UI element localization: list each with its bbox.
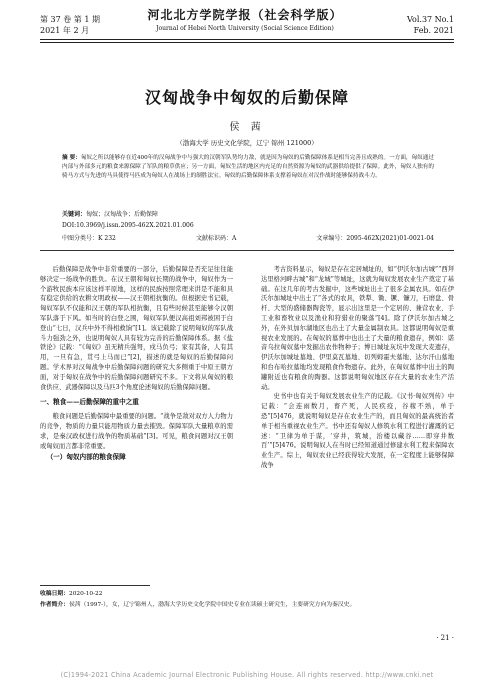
clc-label: 中图分类号： (62, 235, 99, 242)
volume-label-en: Vol.37 No.1 (407, 15, 454, 24)
received-value: 2020-10-22 (69, 591, 103, 597)
doc-code-label: 文献标识码： (195, 235, 232, 242)
volume-label: 第 37 卷 第 1 期 (40, 15, 100, 24)
header-rule-thick (40, 39, 454, 40)
page-number: · 21 · (436, 634, 454, 642)
issue-date-en: Feb. 2021 (413, 26, 454, 35)
body-paragraph: 后勤保障是战争中非常重要的一部分，后勤保障是否充足往往能够决定一场战争的胜负。在汉王朝和匈奴长期的战争中，匈奴作为一个游牧民族本应该这样平原地，这样的民族按照常理来讲是不能和具有稳定供给的农耕文明政权——汉王朝相抗衡的。但根据史书记载，匈奴军队不仅能和汉王朝的军队相抗衡，且有些时候甚至能够令汉朝军队落于下风。如当时的白登之围，匈奴军队便汉高祖刘邦被困于白登山“七日，汉兵中外不得相救饷”[1]。该记载除了说明匈奴的军队战斗力强劲之外，也说明匈奴人具有较为完善的后勤保障体系。据《盐铁论》记载：“《匈奴》虽无精兵强弩，戍马负弓；家有其备，人有其用，一旦有急，贯弓上马而已”[2]，描述的就是匈奴的后勤保障问题。学术界对汉匈战争中后勤保障问题的研究大多侧重于中原王朝方面，对于匈奴在战争中的后勤保障问题研究不多。下文将从匈奴的粮食供应、武器保障以及马匹3个角度论述匈奴的后勤保障问题。 (40, 266, 233, 391)
doi: DOI:10.3969/j.issn.2095-462X.2021.01.006 (62, 222, 194, 229)
abstract (62, 154, 434, 181)
journal-name-en: Journal of Hebei North University (Social Science Edition) (156, 25, 334, 32)
doc-code-field (196, 233, 236, 242)
article-title: 汉匈战争中匈奴的后勤保障 (144, 88, 349, 107)
clc-field (62, 233, 116, 242)
section-divider (40, 250, 454, 251)
received-date (40, 590, 454, 599)
header-rule-thin (40, 42, 454, 43)
journal-logo: 河北北方学院学报（社会科学版） (147, 8, 343, 22)
keywords-text: 匈奴；汉匈战争；后勤保障 (86, 211, 159, 218)
abstract-text: 匈奴之所以能够存在近400年的汉匈战争中与强大的汉朝军队势均力敌，就是因为匈奴的后勤保障体系是相当完善且成熟的。一方面，匈奴通过内部与外部多元的粮食来源保障了军队的粮草供应；另一方面，匈奴生活的地区内充足的自然资源为匈奴的武器供给提供了保障。此外，匈奴人独有的骑马方式与先进的马具使得马匹成为匈奴人在战场上的制胜法宝。匈奴的后勤保障体系支撑着匈奴在对汉作战时能够保持战斗力。 (62, 155, 434, 179)
author-name: 侯 茜 (229, 122, 265, 133)
received-label: 收稿日期： (40, 591, 69, 597)
body-column-left (40, 265, 233, 465)
abstract-label: 摘 要： (62, 155, 81, 161)
subsection-heading: （一）匈奴内部的粮食保障 (46, 453, 126, 462)
body-paragraph: 史书中也有关于匈奴发展农业生产的记载。《汉书·匈奴列传》中记载：“会连雨数月，畜产死，人民疾疫，谷稼不熟，单于恐”[5]476，就说明匈奴是存在农业生产的，而且匈奴的最高统治者单于相当重视农业生产。书中还有匈奴人修筑水利工程进行灌溉的记述：“卫律为单于谋，‘穿井，筑城，治楼以藏谷……即穿井数百’”[5]476。说明匈奴人在当时已经知道通过修建水利工程来保障农业生产。综上，匈奴农业已经获得较大发展，在一定程度上能够保障战争 (261, 393, 454, 469)
author-bio (40, 601, 454, 610)
author-affiliation: （渤海大学 历史文化学院，辽宁 锦州 121000） (176, 139, 318, 147)
section-heading: 一、粮食——后勤保障的重中之重 (40, 398, 139, 407)
copyright-watermark: (C)1994-2021 China Academic Journal Electronic Publishing House. All rights reserved. http://www.cnki.net (60, 671, 434, 679)
body-column-right (261, 265, 454, 471)
article-number-label: 文章编号： (316, 235, 347, 242)
issue-date-cn: 2021 年 2 月 (40, 26, 90, 35)
journal-issue-info-en (407, 14, 454, 36)
keywords-label: 关键词： (62, 211, 87, 218)
keywords (62, 210, 158, 219)
journal-masthead (120, 6, 370, 32)
clc-value: K 232 (98, 235, 116, 242)
body-paragraph: 考古资料显示，匈奴是存在定居城址的，如“伊沃尔加古城”“西拜达里格河畔古城”和“龙城”等城址，这就为匈奴发展农业生产奠定了基础。在这几年的考古发掘中，这些城址出土了很多金属农具。如在伊沃尔加城址中出土了“各式的农具，铁犁、锄、镢、镰刀，石磨盘、骨杆、大型的盛储器陶瓷等，显示出这里是一个定居的、兼营农业、手工业和畜牧业以及渔业和狩猎业的聚落”[4]。除了伊沃尔加古城之外，在外贝加尔湖地区也出土了大量金属制农具。这都说明匈奴是重视农业发展的。在匈奴的墓葬中也出土了大量的粮食遗存，例如：诺音乌拉匈奴墓中发掘出农作物种子；博日城址灰坑中发现大麦遗存，伊沃尔加城址墓地、伊里莫瓦墓地、切列姆霍夫墓地、达尔汗山墓地和台布哈拉墓地均发现粮食作物遗存。此外，在匈奴墓葬中出土的陶罐附近也有粮食的陶器。这都说明匈奴地区存在大量的农业生产活动。 (261, 266, 454, 391)
article-number-field (316, 233, 434, 242)
footnote-rule (40, 585, 150, 586)
doc-code-value: A (231, 235, 237, 242)
journal-issue-info (40, 14, 100, 36)
bio-label: 作者简介： (40, 602, 69, 608)
article-number-value: 2095-462X(2021)01-0021-04 (346, 235, 434, 242)
bio-text: 侯茜（1997-），女，辽宁锦州人，渤海大学历史文化学院中国史专业在读硕士研究生，主要研究方向为秦汉史。 (69, 602, 356, 608)
classification-row (62, 233, 434, 242)
body-paragraph: 粮食问题是后勤保障中最重要的问题。“战争是敌对双方人力物力的竞争，物质的力量只能用物质力量去摧毁。保障军队大量粮草的需求，是秦汉政权进行战争的物质基础”[3]。可见，粮食问题对汉王朝或匈奴而言都非常重要。 (40, 413, 233, 450)
